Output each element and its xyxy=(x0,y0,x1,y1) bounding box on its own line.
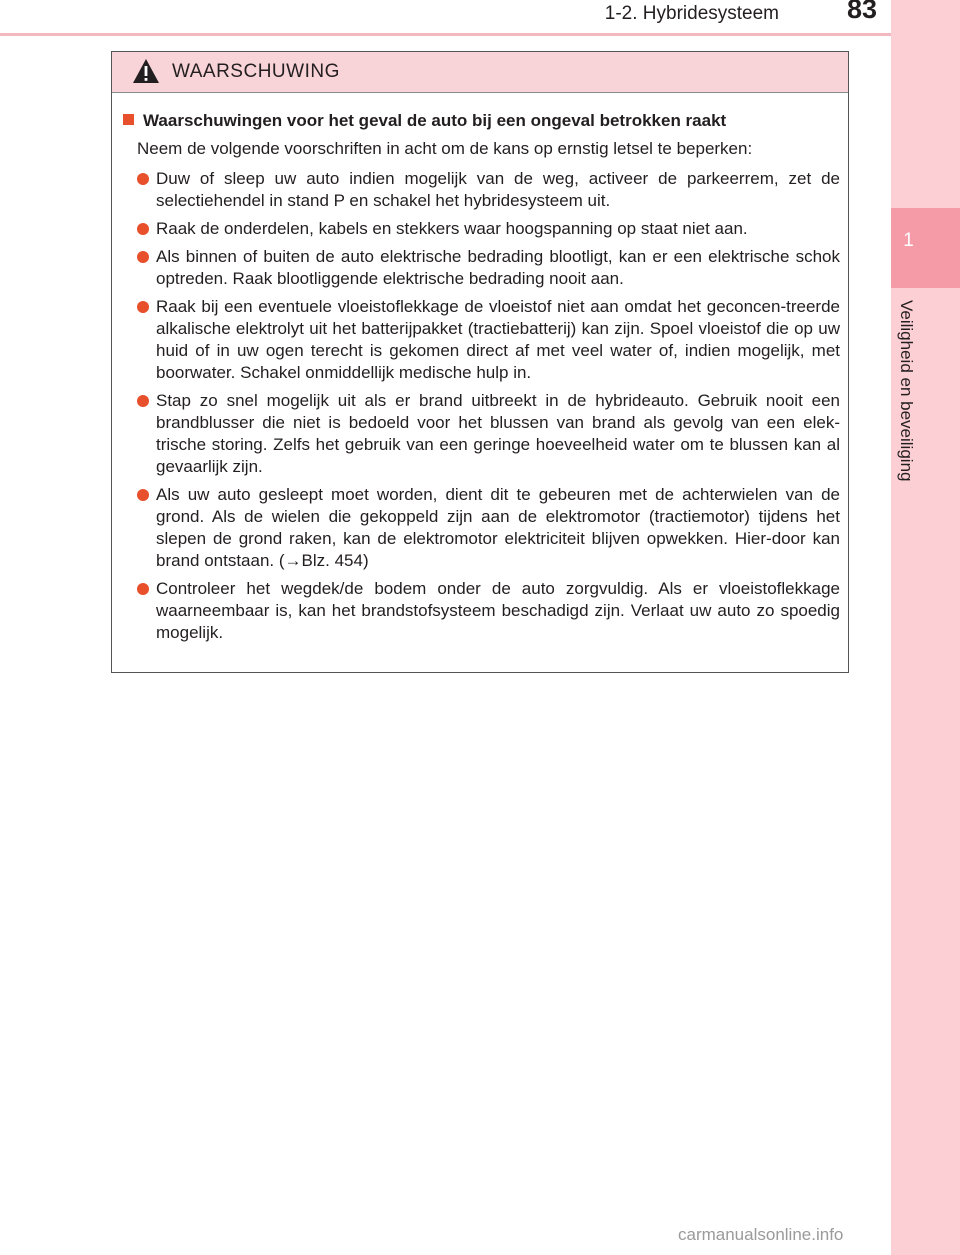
square-bullet-icon xyxy=(123,114,134,125)
list-item-text: Als binnen of buiten de auto elektrische bedrading blootligt, kan er een elektrische schok optreden. Raak blootliggende elektrische bedrading nooit aan. xyxy=(156,247,840,288)
bullet-dot-icon xyxy=(137,251,149,263)
bullet-dot-icon xyxy=(137,173,149,185)
page-number: 83 xyxy=(846,0,878,24)
warning-triangle-icon xyxy=(132,58,160,84)
warning-label: WAARSCHUWING xyxy=(172,61,340,82)
section-heading-text: Waarschuwingen voor het geval de auto bij een ongeval betrokken raakt xyxy=(143,111,727,130)
header-section-title: 1-2. Hybridesysteem xyxy=(604,3,779,24)
header-divider xyxy=(0,33,891,36)
side-strip xyxy=(891,0,960,1255)
bullet-dot-icon xyxy=(137,583,149,595)
chapter-name-label: Veiligheid en beveiliging xyxy=(897,300,916,482)
list-item xyxy=(137,218,840,240)
chapter-tab xyxy=(891,208,960,288)
list-item-text: Controleer het wegdek/de bodem onder de auto zorgvuldig. Als er vloeistoflekkage waarneembaar is, kan het brandstofsysteem beschadigd zijn. Verlaat uw auto zo spoedig mogelijk. xyxy=(156,579,840,642)
watermark: carmanualsonline.info xyxy=(678,1225,844,1244)
list-item-text: Duw of sleep uw auto indien mogelijk van de weg, activeer de parkeerrem, zet de selectiehendel in stand P en schakel het hybridesysteem uit. xyxy=(156,169,840,210)
list-item xyxy=(137,578,840,644)
list-item-text: Als uw auto gesleept moet worden, dient dit te gebeuren met de achterwielen van de grond. Als de wielen die gekoppeld zijn aan de elektromotor (tractiemotor) tijdens het slepen de grond raken, kan de elektromotor elektriciteit blijven opwekken. Hier-door kan brand ontstaan. (→Blz. 454) xyxy=(156,485,840,570)
list-item xyxy=(137,246,840,290)
list-item xyxy=(137,296,840,384)
warning-list xyxy=(137,168,840,650)
chapter-name xyxy=(893,300,923,512)
section-heading xyxy=(123,111,843,131)
warning-box xyxy=(111,51,849,673)
list-item-text: Raak bij een eventuele vloeistoflekkage de vloeistof niet aan omdat het geconcen-treerde alkalische elektrolyt uit het batterijpakket (tractiebatterij) kan zijn. Spoel vloeistof die op uw huid of in uw ogen terecht is gekomen direct af met veel water of, indien mogelijk, met boorwater. Schakel onmiddellijk medische hulp in. xyxy=(156,297,840,382)
bullet-dot-icon xyxy=(137,489,149,501)
list-item xyxy=(137,168,840,212)
intro-text: Neem de volgende voorschriften in acht om de kans op ernstig letsel te beperken: xyxy=(137,139,753,158)
list-item xyxy=(137,484,840,572)
list-item-text: Raak de onderdelen, kabels en stekkers waar hoogspanning op staat niet aan. xyxy=(156,219,748,238)
bullet-dot-icon xyxy=(137,395,149,407)
bullet-dot-icon xyxy=(137,301,149,313)
chapter-number: 1 xyxy=(903,230,914,251)
bullet-dot-icon xyxy=(137,223,149,235)
warning-header xyxy=(112,52,848,93)
list-item-text: Stap zo snel mogelijk uit als er brand uitbreekt in de hybrideauto. Gebruik nooit een brandblusser die niet is bedoeld voor het blussen van brand als gevolg van een elek-trische storing. Zelfs het gebruik van een geringe hoeveelheid water om te blussen kan al gevaarlijk zijn. xyxy=(156,391,840,476)
list-item xyxy=(137,390,840,478)
